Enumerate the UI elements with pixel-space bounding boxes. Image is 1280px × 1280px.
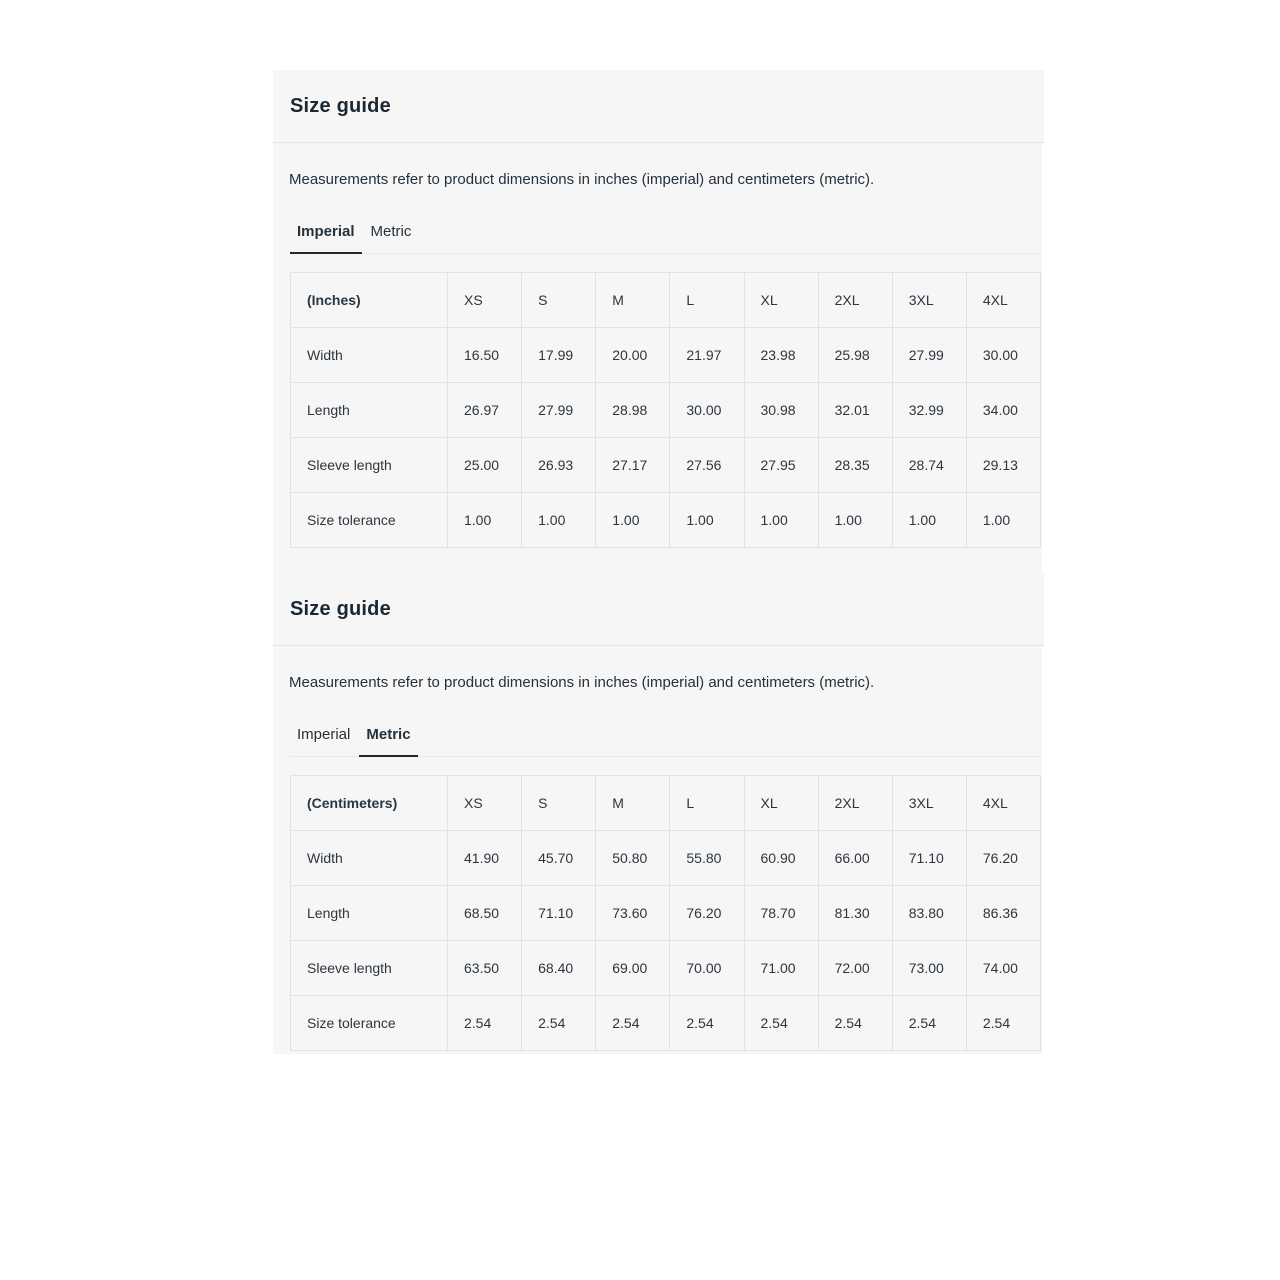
measurement-label-cell: Length [291, 383, 448, 438]
size-table-header-row [291, 273, 1041, 328]
measurement-label-cell: Length [291, 886, 448, 941]
measurement-value-cell: 1.00 [966, 493, 1040, 548]
size-table-metric [290, 775, 1041, 1051]
size-column-header: XL [744, 776, 818, 831]
measurement-value-cell: 16.50 [448, 328, 522, 383]
measurement-value-cell: 60.90 [744, 831, 818, 886]
size-table-row [291, 886, 1041, 941]
measurement-value-cell: 73.60 [596, 886, 670, 941]
size-table-row [291, 383, 1041, 438]
measurement-value-cell: 30.00 [670, 383, 744, 438]
size-column-header: 2XL [818, 273, 892, 328]
size-column-header: 4XL [966, 776, 1040, 831]
size-table-row [291, 996, 1041, 1051]
size-guide-description: Measurements refer to product dimensions in inches (imperial) and centimeters (metric). [289, 674, 875, 691]
measurement-label-cell: Width [291, 328, 448, 383]
size-column-header: 4XL [966, 273, 1040, 328]
measurement-value-cell: 81.30 [818, 886, 892, 941]
measurement-value-cell: 27.99 [892, 328, 966, 383]
measurement-value-cell: 1.00 [818, 493, 892, 548]
size-column-header: 3XL [892, 776, 966, 831]
measurement-value-cell: 55.80 [670, 831, 744, 886]
measurement-value-cell: 17.99 [522, 328, 596, 383]
tab-metric[interactable]: Metric [364, 211, 419, 254]
measurement-label-cell: Sleeve length [291, 941, 448, 996]
unit-header-cell: (Centimeters) [291, 776, 448, 831]
measurement-value-cell: 1.00 [744, 493, 818, 548]
measurement-value-cell: 2.54 [448, 996, 522, 1051]
measurement-value-cell: 74.00 [966, 941, 1040, 996]
size-guide-header [273, 573, 1044, 646]
size-guide-body [273, 143, 1042, 573]
measurement-value-cell: 1.00 [670, 493, 744, 548]
size-column-header: M [596, 273, 670, 328]
size-guide-title: Size guide [290, 94, 391, 117]
measurement-value-cell: 83.80 [892, 886, 966, 941]
measurement-value-cell: 21.97 [670, 328, 744, 383]
measurement-value-cell: 29.13 [966, 438, 1040, 493]
measurement-value-cell: 25.98 [818, 328, 892, 383]
size-column-header: XS [448, 273, 522, 328]
measurement-value-cell: 78.70 [744, 886, 818, 941]
size-column-header: L [670, 273, 744, 328]
measurement-value-cell: 28.98 [596, 383, 670, 438]
measurement-value-cell: 68.40 [522, 941, 596, 996]
measurement-value-cell: 76.20 [966, 831, 1040, 886]
measurement-label-cell: Sleeve length [291, 438, 448, 493]
measurement-value-cell: 26.93 [522, 438, 596, 493]
size-column-header: XL [744, 273, 818, 328]
measurement-value-cell: 50.80 [596, 831, 670, 886]
measurement-value-cell: 2.54 [522, 996, 596, 1051]
size-guide-description: Measurements refer to product dimensions in inches (imperial) and centimeters (metric). [289, 171, 875, 188]
measurement-value-cell: 28.74 [892, 438, 966, 493]
size-table-row [291, 831, 1041, 886]
measurement-value-cell: 26.97 [448, 383, 522, 438]
measurement-value-cell: 25.00 [448, 438, 522, 493]
measurement-value-cell: 2.54 [744, 996, 818, 1051]
size-table-row [291, 438, 1041, 493]
measurement-value-cell: 32.99 [892, 383, 966, 438]
size-column-header: S [522, 273, 596, 328]
measurement-label-cell: Size tolerance [291, 493, 448, 548]
measurement-value-cell: 66.00 [818, 831, 892, 886]
measurement-value-cell: 73.00 [892, 941, 966, 996]
size-guide-widget-metric [273, 573, 1044, 1054]
measurement-value-cell: 20.00 [596, 328, 670, 383]
measurement-value-cell: 41.90 [448, 831, 522, 886]
size-guide-body [273, 646, 1042, 1054]
measurement-value-cell: 34.00 [966, 383, 1040, 438]
measurement-value-cell: 2.54 [596, 996, 670, 1051]
size-guide-stack [273, 70, 1044, 1054]
measurement-value-cell: 71.10 [892, 831, 966, 886]
measurement-value-cell: 63.50 [448, 941, 522, 996]
measurement-label-cell: Width [291, 831, 448, 886]
measurement-value-cell: 2.54 [966, 996, 1040, 1051]
measurement-value-cell: 1.00 [892, 493, 966, 548]
size-table-row [291, 493, 1041, 548]
size-column-header: XS [448, 776, 522, 831]
measurement-value-cell: 30.98 [744, 383, 818, 438]
measurement-value-cell: 71.10 [522, 886, 596, 941]
size-table-row [291, 328, 1041, 383]
unit-tabs [290, 714, 1042, 757]
measurement-value-cell: 27.95 [744, 438, 818, 493]
measurement-value-cell: 1.00 [448, 493, 522, 548]
size-guide-header [273, 70, 1044, 143]
size-column-header: L [670, 776, 744, 831]
measurement-value-cell: 2.54 [892, 996, 966, 1051]
size-column-header: M [596, 776, 670, 831]
measurement-value-cell: 27.99 [522, 383, 596, 438]
measurement-value-cell: 70.00 [670, 941, 744, 996]
measurement-value-cell: 76.20 [670, 886, 744, 941]
measurement-value-cell: 2.54 [670, 996, 744, 1051]
measurement-value-cell: 1.00 [596, 493, 670, 548]
size-table-header-row [291, 776, 1041, 831]
size-column-header: S [522, 776, 596, 831]
measurement-value-cell: 71.00 [744, 941, 818, 996]
measurement-value-cell: 2.54 [818, 996, 892, 1051]
measurement-value-cell: 27.17 [596, 438, 670, 493]
measurement-value-cell: 28.35 [818, 438, 892, 493]
size-column-header: 2XL [818, 776, 892, 831]
measurement-value-cell: 32.01 [818, 383, 892, 438]
unit-header-cell: (Inches) [291, 273, 448, 328]
size-table-row [291, 941, 1041, 996]
tab-imperial[interactable]: Imperial [290, 714, 357, 757]
tab-metric[interactable]: Metric [359, 714, 417, 757]
measurement-value-cell: 45.70 [522, 831, 596, 886]
size-guide-title: Size guide [290, 597, 391, 620]
measurement-value-cell: 69.00 [596, 941, 670, 996]
measurement-value-cell: 68.50 [448, 886, 522, 941]
measurement-value-cell: 23.98 [744, 328, 818, 383]
size-column-header: 3XL [892, 273, 966, 328]
measurement-label-cell: Size tolerance [291, 996, 448, 1051]
measurement-value-cell: 27.56 [670, 438, 744, 493]
measurement-value-cell: 72.00 [818, 941, 892, 996]
measurement-value-cell: 86.36 [966, 886, 1040, 941]
size-table-imperial [290, 272, 1041, 548]
unit-tabs [290, 211, 1042, 254]
measurement-value-cell: 30.00 [966, 328, 1040, 383]
size-guide-widget-imperial [273, 70, 1044, 573]
tab-imperial[interactable]: Imperial [290, 211, 362, 254]
measurement-value-cell: 1.00 [522, 493, 596, 548]
